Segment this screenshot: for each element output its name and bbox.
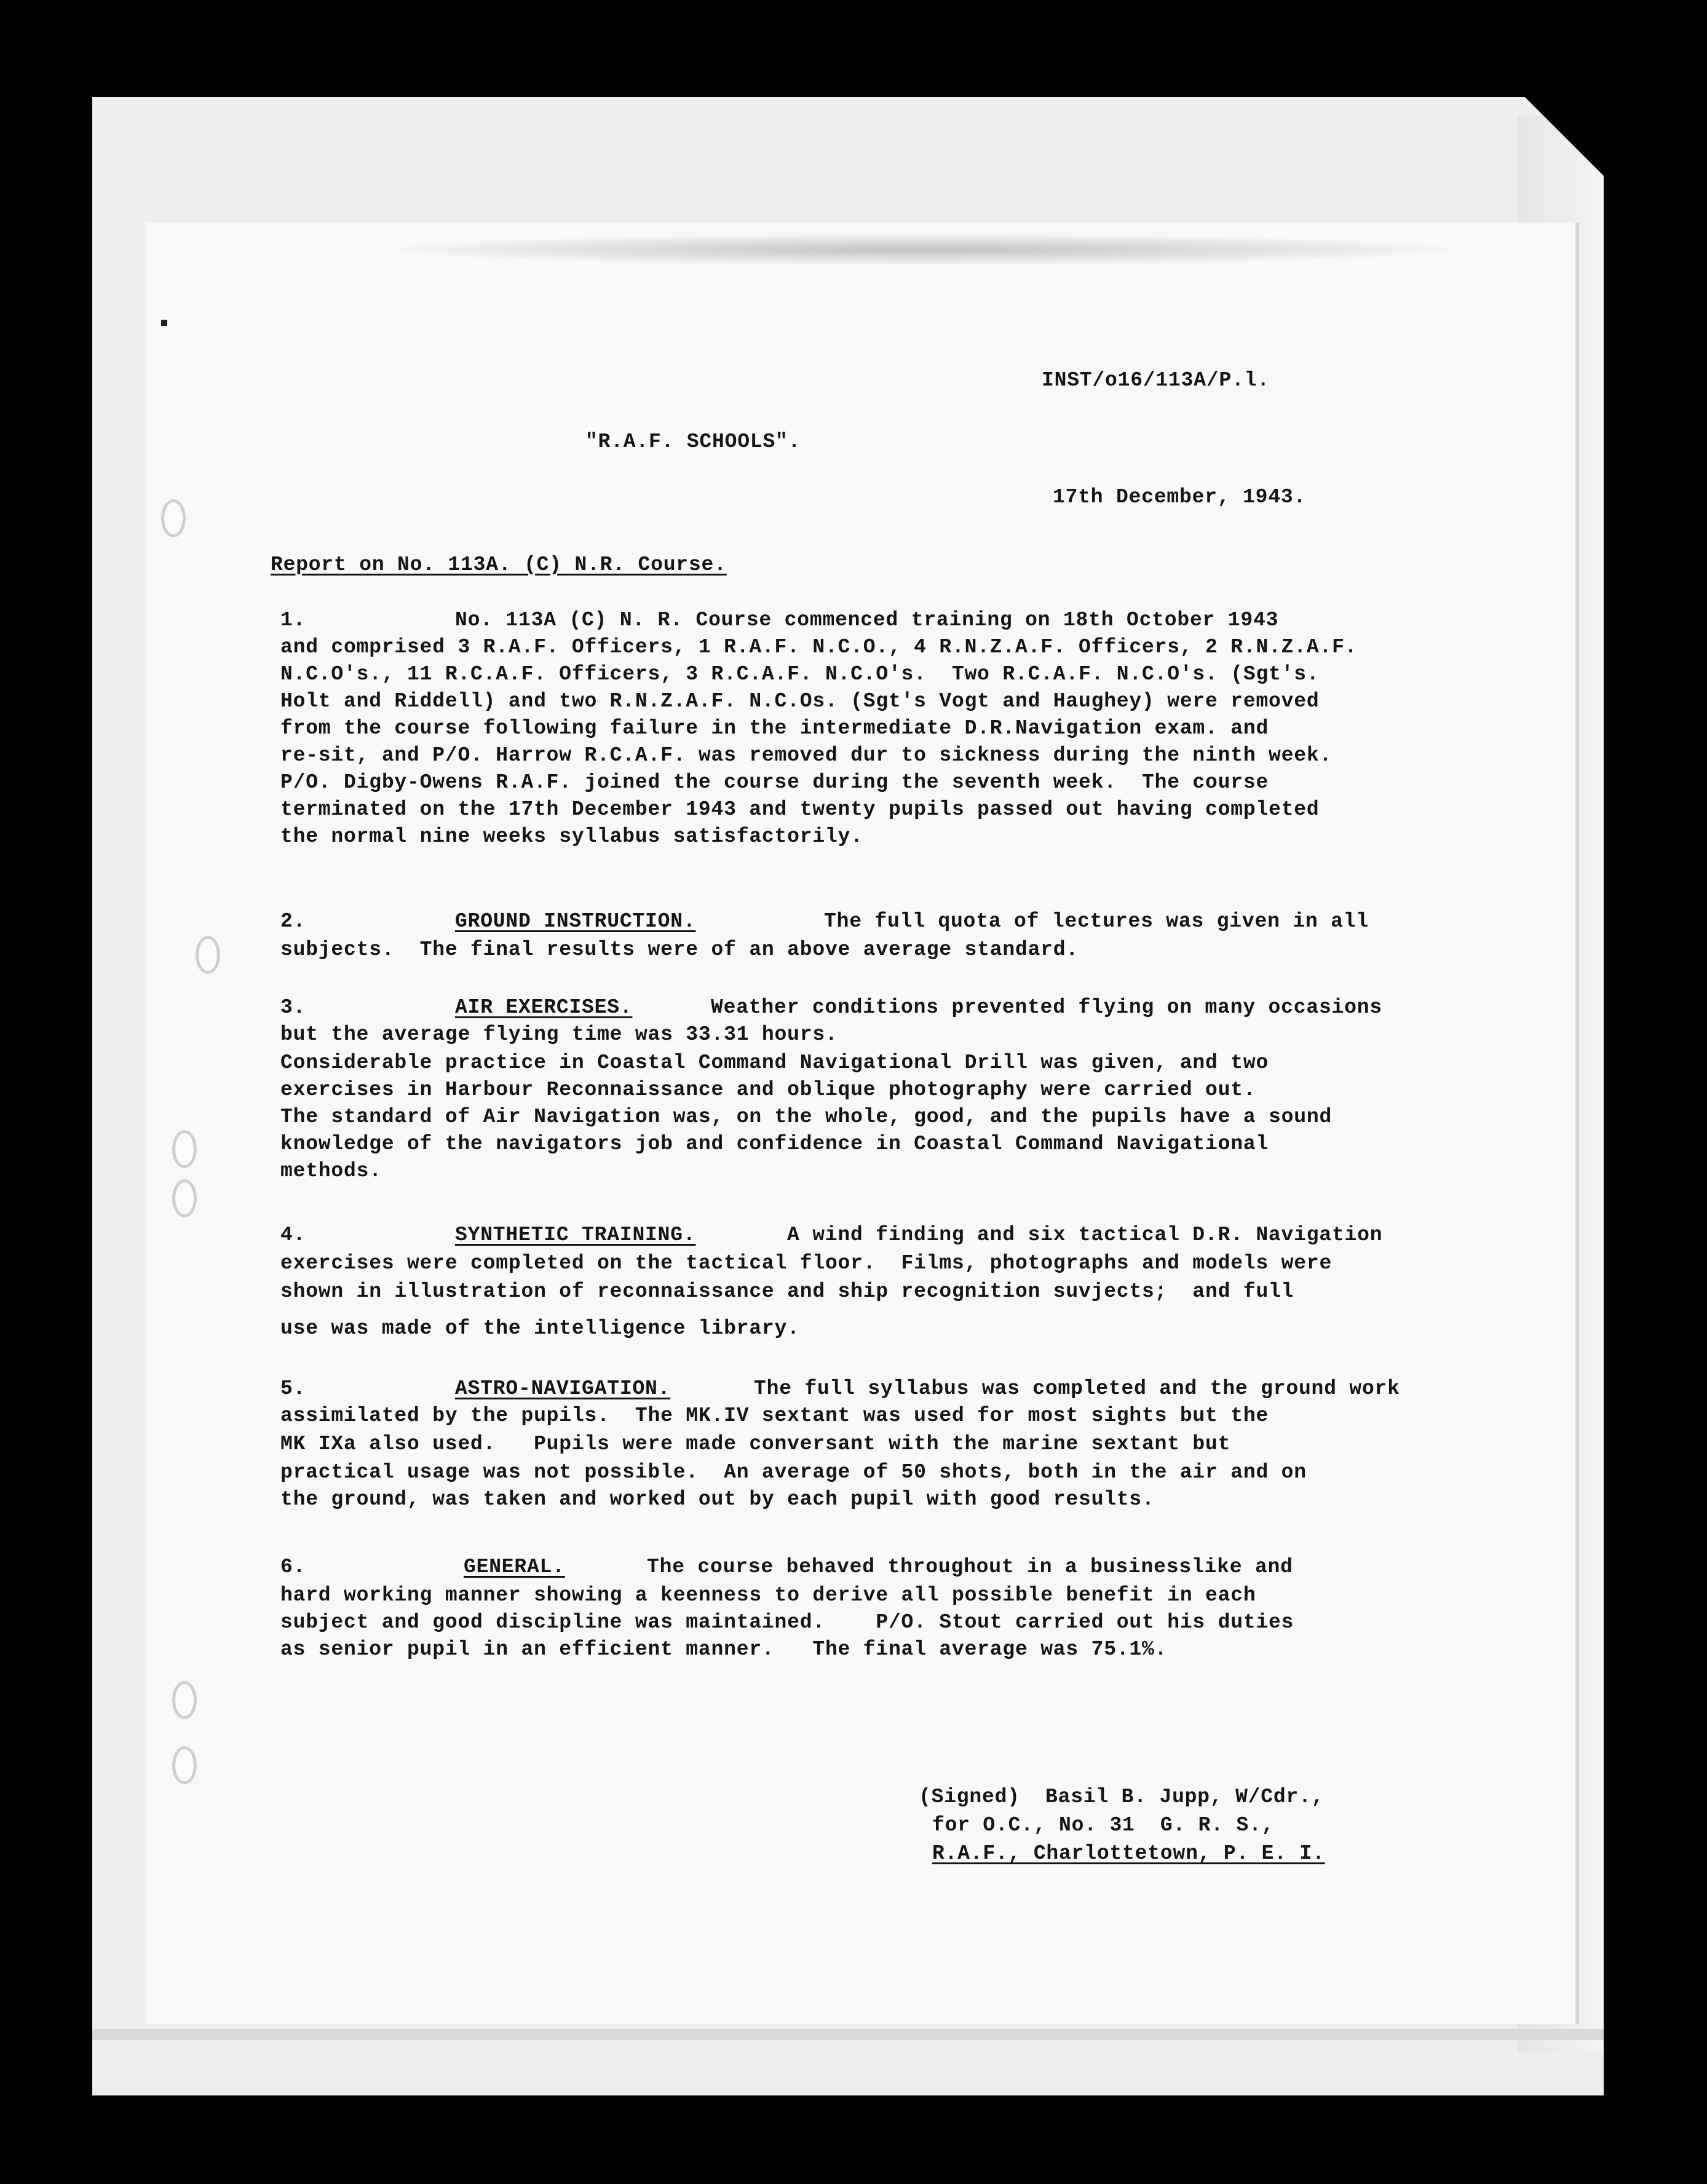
para-6-line: hard working manner showing a keenness to derive all possible benefit in each (280, 1584, 1256, 1607)
reference-number: INST/o16/113A/P.l. (1042, 369, 1270, 392)
para-5-line: the ground, was taken and worked out by each pupil with good results. (280, 1488, 1155, 1511)
report-subject: Report on No. 113A. (C) N.R. Course. (271, 553, 727, 576)
para-6-line: subject and good discipline was maintained. P/O. Stout carried out his duties (280, 1611, 1294, 1634)
para-4-line: A wind finding and six tactical D.R. Navigation (787, 1224, 1383, 1246)
para-4-line: exercises were completed on the tactical floor. Films, photographs and models were (280, 1252, 1333, 1275)
para-4-number: 4. (280, 1224, 306, 1246)
para-4-line: shown in illustration of reconnaissance and ship recognition suvjects; and full (280, 1280, 1294, 1303)
punch-hole-1 (161, 499, 186, 537)
para-6-line: as senior pupil in an efficient manner. The final average was 75.1%. (280, 1638, 1168, 1661)
para-5-line: practical usage was not possible. An average of 50 shots, both in the air and on (280, 1461, 1307, 1484)
para-5-line: MK IXa also used. Pupils were made conversant with the marine sextant but (280, 1433, 1231, 1455)
para-5-number: 5. (280, 1377, 306, 1400)
para-6-line: The course behaved throughout in a businesslike and (647, 1556, 1293, 1578)
para-6-heading: GENERAL. (464, 1556, 565, 1578)
para-3-line: Weather conditions prevented flying on many occasions (711, 996, 1382, 1019)
para-1-line: Holt and Riddell) and two R.N.Z.A.F. N.C.Os. (Sgt's Vogt and Haughey) were removed (280, 690, 1320, 713)
para-1-line: and comprised 3 R.A.F. Officers, 1 R.A.F. N.C.O., 4 R.N.Z.A.F. Officers, 2 R.N.Z.A.F. (280, 636, 1358, 659)
para-2-number: 2. (280, 910, 306, 933)
bottom-fold-strip (92, 2029, 1604, 2040)
para-5-heading: ASTRO-NAVIGATION. (455, 1377, 671, 1400)
signature-line: for O.C., No. 31 G. R. S., (932, 1814, 1275, 1837)
signature-line: (Signed) Basil B. Jupp, W/Cdr., (919, 1786, 1325, 1808)
para-3-line: but the average flying time was 33.31 hours. (280, 1023, 838, 1046)
para-3-line: methods. (280, 1160, 382, 1182)
para-5-line: assimilated by the pupils. The MK.IV sextant was used for most sights but the (280, 1404, 1269, 1427)
para-4-heading: SYNTHETIC TRAINING. (455, 1224, 696, 1246)
para-3-line: knowledge of the navigators job and confidence in Coastal Command Navigational (280, 1133, 1269, 1155)
para-1-line: re-sit, and P/O. Harrow R.C.A.F. was removed dur to sickness during the ninth week. (280, 744, 1333, 767)
para-6-number: 6. (280, 1556, 306, 1578)
para-1-number: 1. (280, 609, 306, 631)
para-2-line: The full quota of lectures was given in all (824, 910, 1369, 933)
para-5-line: The full syllabus was completed and the ground work (754, 1377, 1400, 1400)
para-1-line: No. 113A (C) N. R. Course commenced training on 18th October 1943 (455, 609, 1279, 631)
para-2-heading: GROUND INSTRUCTION. (455, 910, 696, 933)
para-4-line: use was made of the intelligence library. (280, 1317, 800, 1340)
dust-mark (161, 320, 167, 326)
punch-hole-4 (172, 1179, 197, 1217)
para-3-heading: AIR EXERCISES. (455, 996, 633, 1019)
para-1-line: the normal nine weeks syllabus satisfactorily. (280, 825, 863, 848)
signature-line: R.A.F., Charlottetown, P. E. I. (932, 1842, 1325, 1865)
para-1-line: N.C.O's., 11 R.C.A.F. Officers, 3 R.C.A.F. N.C.O's. Two R.C.A.F. N.C.O's. (Sgt's. (280, 663, 1320, 686)
para-3-line: Considerable practice in Coastal Command Navigational Drill was given, and two (280, 1051, 1269, 1074)
document-date: 17th December, 1943. (1053, 486, 1307, 508)
para-1-line: from the course following failure in the intermediate D.R.Navigation exam. and (280, 717, 1269, 740)
punch-hole-2 (196, 936, 220, 974)
punch-hole-5 (172, 1681, 197, 1719)
punch-hole-3 (172, 1130, 197, 1168)
document-title: "R.A.F. SCHOOLS". (585, 430, 801, 453)
punch-hole-6 (172, 1746, 197, 1784)
para-1-line: P/O. Digby-Owens R.A.F. joined the course during the seventh week. The course (280, 771, 1269, 794)
folded-corner (1525, 97, 1605, 177)
para-3-line: exercises in Harbour Reconnaissance and oblique photography were carried out. (280, 1078, 1256, 1101)
para-2-line: subjects. The final results were of an above average standard. (280, 938, 1079, 961)
para-1-line: terminated on the 17th December 1943 and twenty pupils passed out having completed (280, 798, 1320, 821)
para-3-number: 3. (280, 996, 306, 1019)
para-3-line: The standard of Air Navigation was, on the whole, good, and the pupils have a sound (280, 1106, 1333, 1128)
top-smudge (369, 234, 1476, 266)
